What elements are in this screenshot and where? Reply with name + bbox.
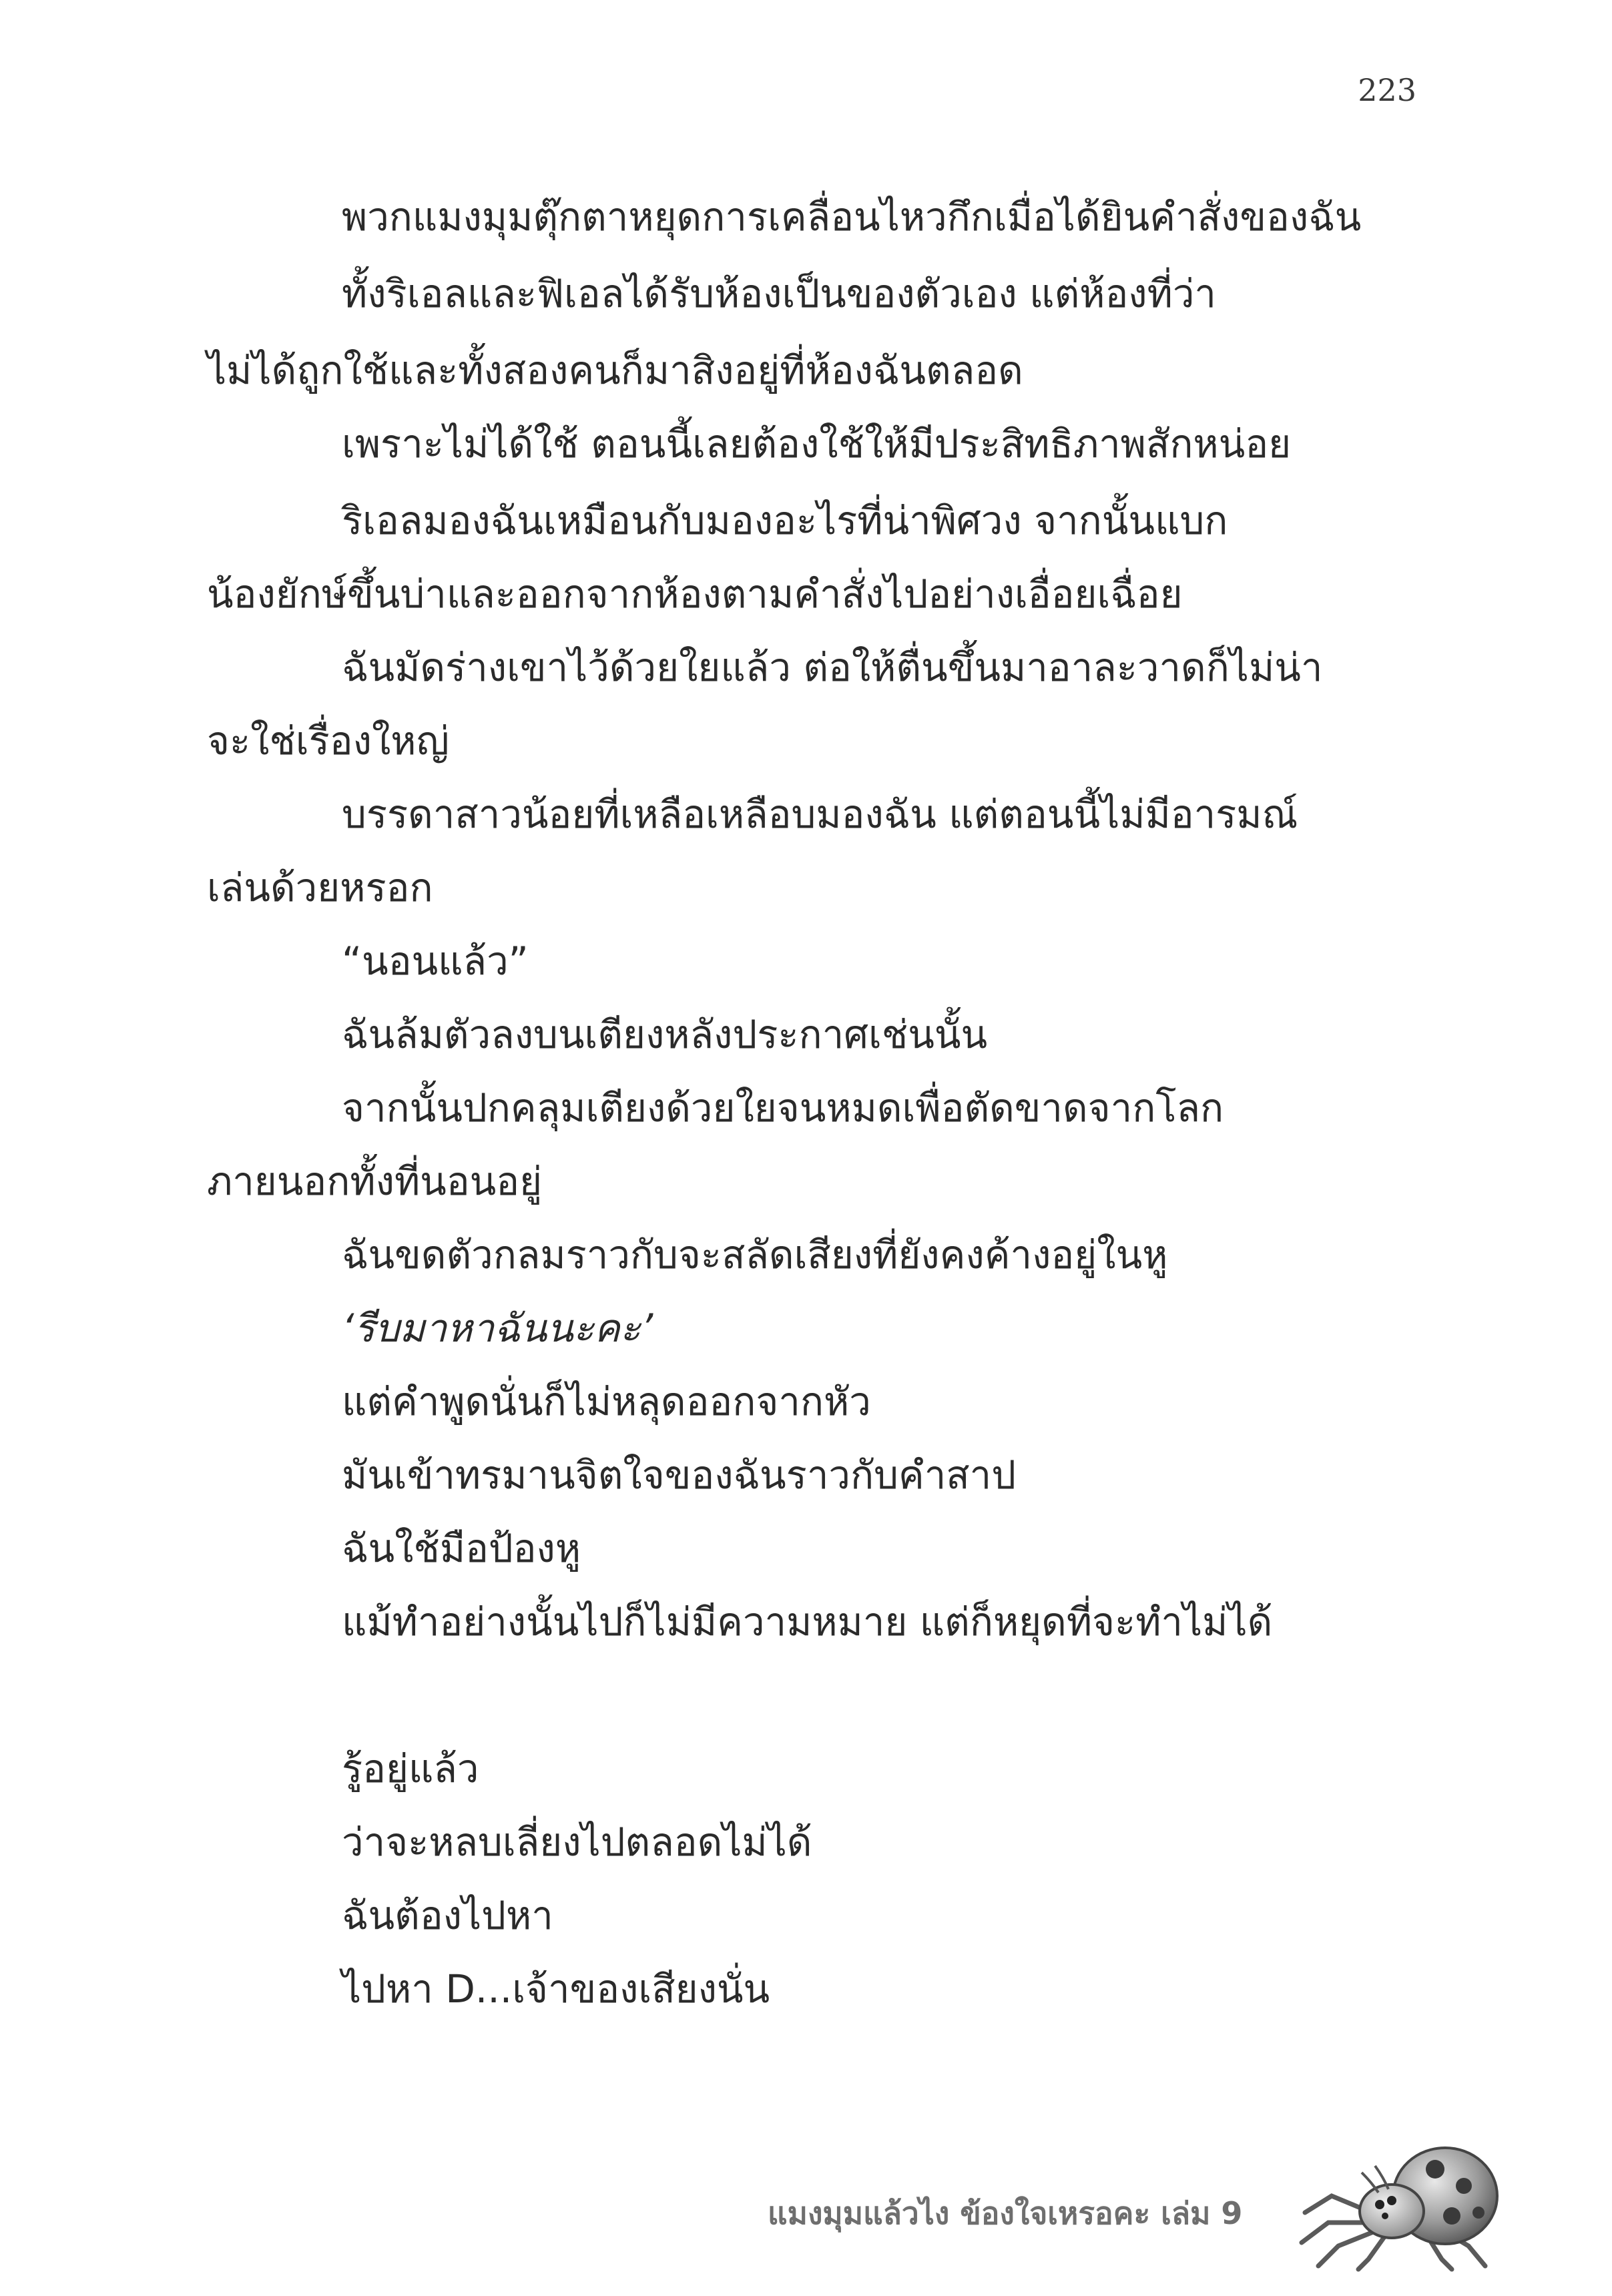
text-line: น้องยักษ์ขึ้นบ่าและออกจากห้องตามคำสั่งไปอย่างเอื่อยเฉื่อย xyxy=(207,571,1183,617)
text-line: แต่คำพูดนั่นก็ไม่หลุดออกจากหัว xyxy=(342,1379,871,1424)
text-line: ไม่ได้ถูกใช้และทั้งสองคนก็มาสิงอยู่ที่ห้องฉันตลอด xyxy=(207,348,1023,393)
text-line: ฉันมัดร่างเขาไว้ด้วยใยแล้ว ต่อให้ตื่นขึ้นมาอาละวาดก็ไม่น่า xyxy=(342,645,1323,690)
text-line: แม้ทำอย่างนั้นไปก็ไม่มีความหมาย แต่ก็หยุดที่จะทำไม่ได้ xyxy=(342,1599,1273,1645)
spider-icon xyxy=(1292,2132,1505,2273)
text-line: ริเอลมองฉันเหมือนกับมองอะไรที่น่าพิศวง จากนั้นแบก xyxy=(342,498,1228,543)
text-line: ฉันล้มตัวลงบนเตียงหลังประกาศเช่นนั้น xyxy=(342,1012,988,1057)
text-line: มันเข้าทรมานจิตใจของฉันราวกับคำสาป xyxy=(342,1452,1017,1498)
text-line: บรรดาสาวน้อยที่เหลือเหลือบมองฉัน แต่ตอนนี้ไม่มีอารมณ์ xyxy=(342,792,1298,837)
text-line: ภายนอกทั้งที่นอนอยู่ xyxy=(207,1159,543,1204)
text-line: จากนั้นปกคลุมเตียงด้วยใยจนหมดเพื่อตัดขาดจากโลก xyxy=(342,1085,1224,1131)
text-line: พวกแมงมุมตุ๊กตาหยุดการเคลื่อนไหวกึกเมื่อได้ยินคำสั่งของฉัน xyxy=(342,194,1362,240)
text-line: รู้อยู่แล้ว xyxy=(342,1746,479,1791)
footer-book-title: แมงมุมแล้วไง ข้องใจเหรอคะ เล่ม 9 xyxy=(768,2195,1243,2231)
text-line: เล่นด้วยหรอก xyxy=(207,865,433,910)
text-line: เพราะไม่ได้ใช้ ตอนนี้เลยต้องใช้ให้มีประสิทธิภาพสักหน่อย xyxy=(342,421,1292,467)
text-line: ฉันใช้มือป้องหู xyxy=(342,1526,581,1571)
text-line: ว่าจะหลบเลี่ยงไปตลอดไม่ได้ xyxy=(342,1819,812,1865)
text-line: ไปหา D...เจ้าของเสียงนั่น xyxy=(342,1966,770,2012)
text-line: ฉันขดตัวกลมราวกับจะสลัดเสียงที่ยังคงค้างอยู่ในหู xyxy=(342,1232,1168,1277)
text-line: ทั้งริเอลและฟิเอลได้รับห้องเป็นของตัวเอง แต่ห้องที่ว่า xyxy=(342,271,1216,316)
text-line: “นอนแล้ว” xyxy=(342,938,529,984)
text-line: จะใช่เรื่องใหญ่ xyxy=(207,718,449,764)
text-line: ‘รีบมาหาฉันนะคะ’ xyxy=(342,1306,653,1351)
page-number: 223 xyxy=(1358,72,1416,108)
text-line: ฉันต้องไปหา xyxy=(342,1893,553,1938)
